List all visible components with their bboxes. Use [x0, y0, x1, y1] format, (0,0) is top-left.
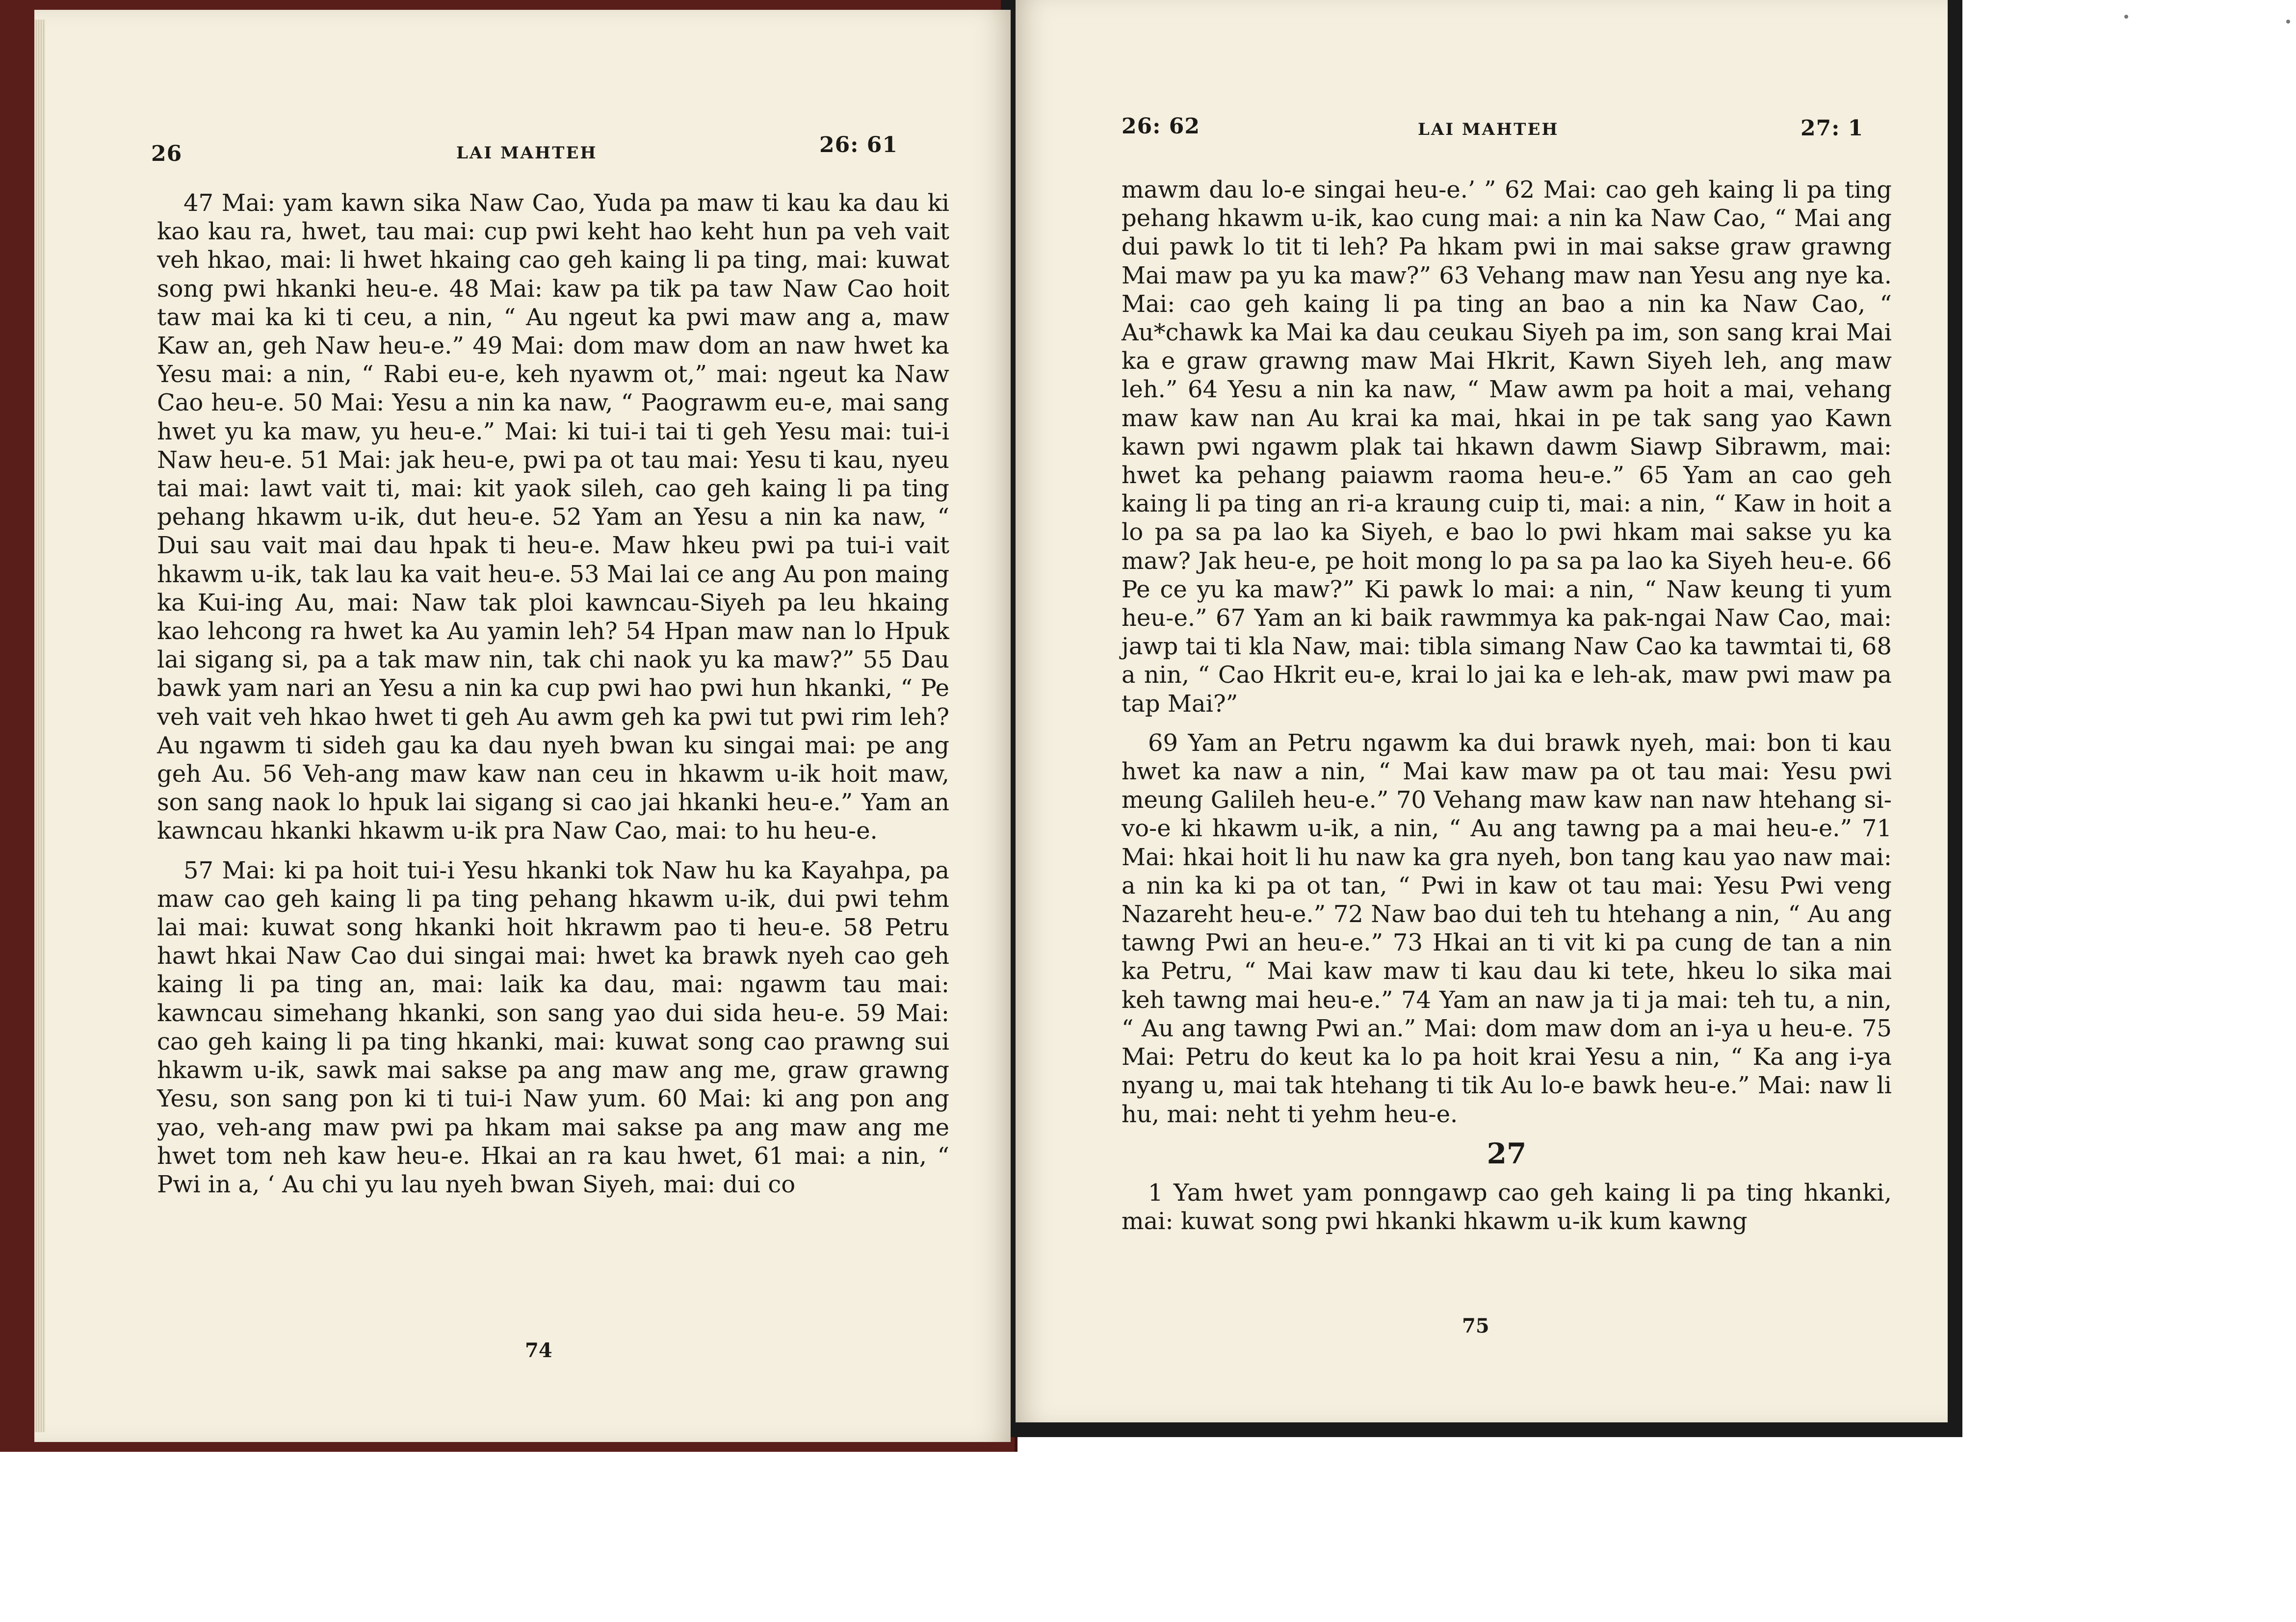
left-page: [34, 10, 1011, 1442]
right-running-title: LAI MAHTEH: [1418, 120, 1559, 139]
page-edge: [34, 20, 45, 1432]
scan-speck: [2286, 20, 2290, 24]
scan-speck: [2124, 15, 2128, 19]
paragraph: 47 Mai: yam kawn sika Naw Cao, Yuda pa maw ti kau ka dau ki kao kau ra, hwet, tau mai: cup pwi keht hao keht hun pa veh vait veh hkao, mai: li hwet hkaing cao geh kaing li pa ting, mai: kuwat song pwi hkanki heu-e. 48 Mai: kaw pa tik pa taw Naw Cao hoit taw mai ka ki ti ceu, a nin, “ Au ngeut ka pwi maw ang a, maw Kaw an, geh Naw heu-e.” 49 Mai: dom maw dom an naw hwet ka Yesu mai: a nin, “ Rabi eu-e, keh nyawm ot,” mai: ngeut ka Naw Cao heu-e. 50 Mai: Yesu a nin ka naw, “ Paograwm eu-e, mai sang hwet yu ka maw, yu heu-e.” Mai: ki tui-i tai ti geh Yesu mai: tui-i Naw heu-e. 51 Mai: jak heu-e, pwi pa ot tau mai: Yesu ti kau, nyeu tai mai: lawt vait ti, mai: kit yaok sileh, cao geh kaing li pa ting pehang hkawm u-ik, dut heu-e. 52 Yam an Yesu a nin ka naw, “ Dui sau vait mai dau hpak ti heu-e. Maw hkeu pwi pa tui-i vait hkawm u-ik, tak lau ka vait heu-e. 53 Mai lai ce ang Au pon maing ka Kui-ing Au, mai: Naw tak ploi kawncau-Siyeh pa leu hkaing kao lehcong ra hwet ka Au yamin leh? 54 Hpan maw nan lo Hpuk lai sigang si, pa a tak maw nin, tak chi naok yu ka maw?” 55 Dau bawk yam nari an Yesu a nin ka cup pwi hao pwi hun hkanki, “ Pe veh vait veh hkao hwet ti geh Au awm geh ka pwi tut pwi rim leh? Au ngawm ti sideh gau ka dau nyeh bwan ku singai mai: pe ang geh Au. 56 Veh-ang maw kaw nan ceu in hkawm u-ik hoit maw, son sang naok lo hpuk lai sigang si cao jai hkanki heu-e.” Yam an kawncau hkanki hkawm u-ik pra Naw Cao, mai: to hu heu-e.: [157, 189, 950, 845]
paragraph: mawm dau lo-e singai heu-e.’ ” 62 Mai: cao geh kaing li pa ting pehang hkawm u-ik, kao cung mai: a nin ka Naw Cao, “ Mai ang dui pawk lo tit ti leh? Pa hkam pwi in mai sakse graw grawng Mai maw pa yu ka maw?” 63 Vehang maw nan Yesu ang nye ka. Mai: cao geh kaing li pa ting an bao a nin ka Naw Cao, “ Au*chawk ka Mai ka dau ceukau Siyeh pa im, son sang krai Mai ka e graw grawng maw Mai Hkrit, Kawn Siyeh leh, ang maw leh.” 64 Yesu a nin ka naw, “ Maw awm pa hoit a mai, vehang maw kaw nan Au krai ka mai, hkai in pe tak sang yao Kawn kawn pwi ngawm plak tai hkawn dawm Siawp Sibrawm, mai: hwet ka pehang paiawm raoma heu-e.” 65 Yam an cao geh kaing li pa ting an ri-a kraung cuip ti, mai: a nin, “ Kaw in hoit a lo pa sa pa lao ka Siyeh, e bao lo pwi hkam mai sakse yu ka maw? Jak heu-e, pe hoit mong lo pa sa pa lao ka Siyeh heu-e. 66 Pe ce yu ka maw?” Ki pawk lo mai: a nin, “ Naw keung ti yum heu-e.” 67 Yam an ki baik rawmmya ka pak-ngai Naw Cao, mai: jawp tai ti kla Naw, mai: tibla simang Naw Cao ka tawmtai ti, 68 a nin, “ Cao Hkrit eu-e, krai lo jai ka e leh-ak, maw pwi maw pa tap Mai?”: [1122, 176, 1892, 718]
paragraph: 1 Yam hwet yam ponngawp cao geh kaing li pa ting hkanki, mai: kuwat song pwi hkanki hkawm u-ik kum kawng: [1122, 1179, 1892, 1236]
right-body-text: [1122, 176, 1892, 1236]
right-page: [1016, 0, 1948, 1422]
left-chapter-verse: 26: 61: [819, 132, 898, 157]
chapter-heading: 27: [1487, 1136, 1527, 1170]
left-folio: 74: [525, 1339, 552, 1362]
left-page-number: 26: [151, 141, 183, 166]
paragraph: 69 Yam an Petru ngawm ka dui brawk nyeh, mai: bon ti kau hwet ka naw a nin, “ Mai kaw maw pa ot tau mai: Yesu pwi meung Galileh heu-e.” 70 Vehang maw kaw nan naw htehang si-vo-e ki hkawm u-ik, a nin, “ Au ang tawng pa a mai heu-e.” 71 Mai: hkai hoit li hu naw ka gra nyeh, bon tang kau yao naw mai: a nin ka ki pa ot tan, “ Pwi in kaw ot tau mai: Yesu Pwi veng Nazareht heu-e.” 72 Naw bao dui teh tu htehang a nin, “ Au ang tawng Pwi an heu-e.” 73 Hkai an ti vit ki pa cung de tan a nin ka Petru, “ Mai kaw maw ti kau dau ki tete, hkeu lo sika mai keh tawng mai heu-e.” 74 Yam an naw ja ti ja mai: teh tu, a nin, “ Au ang tawng Pwi an.” Mai: dom maw dom an i-ya u heu-e. 75 Mai: Petru do keut ka lo pa hoit krai Yesu a nin, “ Ka ang i-ya nyang u, mai tak htehang ti tik Au lo-e bawk heu-e.” Mai: naw li hu, mai: neht ti yehm heu-e.: [1122, 729, 1892, 1128]
right-chapter-verse-start: 26: 62: [1122, 114, 1200, 139]
left-body-text: [157, 189, 949, 1199]
paragraph: 57 Mai: ki pa hoit tui-i Yesu hkanki tok Naw hu ka Kayahpa, pa maw cao geh kaing li pa ting pehang hkawm u-ik, dui pwi tehm lai mai: kuwat song hkanki hoit hkrawm pao ti heu-e. 58 Petru hawt hkai Naw Cao dui singai mai: hwet ka brawk nyeh cao geh kaing li pa ting an, mai: laik ka dau, mai: ngawm tau mai: kawncau simehang hkanki, son sang yao dui sida heu-e. 59 Mai: cao geh kaing li pa ting hkanki, mai: kuwat song cao prawng sui hkawm u-ik, sawk mai sakse pa ang maw ang me, graw grawng Yesu, son sang pon ki ti tui-i Naw yum. 60 Mai: ki ang pon ang yao, veh-ang maw pwi pa hkam mai sakse pa ang maw ang me hwet tom neh kaw heu-e. Hkai an ra kau hwet, 61 mai: a nin, “ Pwi in a, ‘ Au chi yu lau nyeh bwan Siyeh, mai: dui co: [157, 856, 949, 1198]
left-running-title: LAI MAHTEH: [456, 143, 598, 163]
right-folio: 75: [1462, 1314, 1489, 1338]
right-chapter-verse-end: 27: 1: [1800, 116, 1864, 141]
